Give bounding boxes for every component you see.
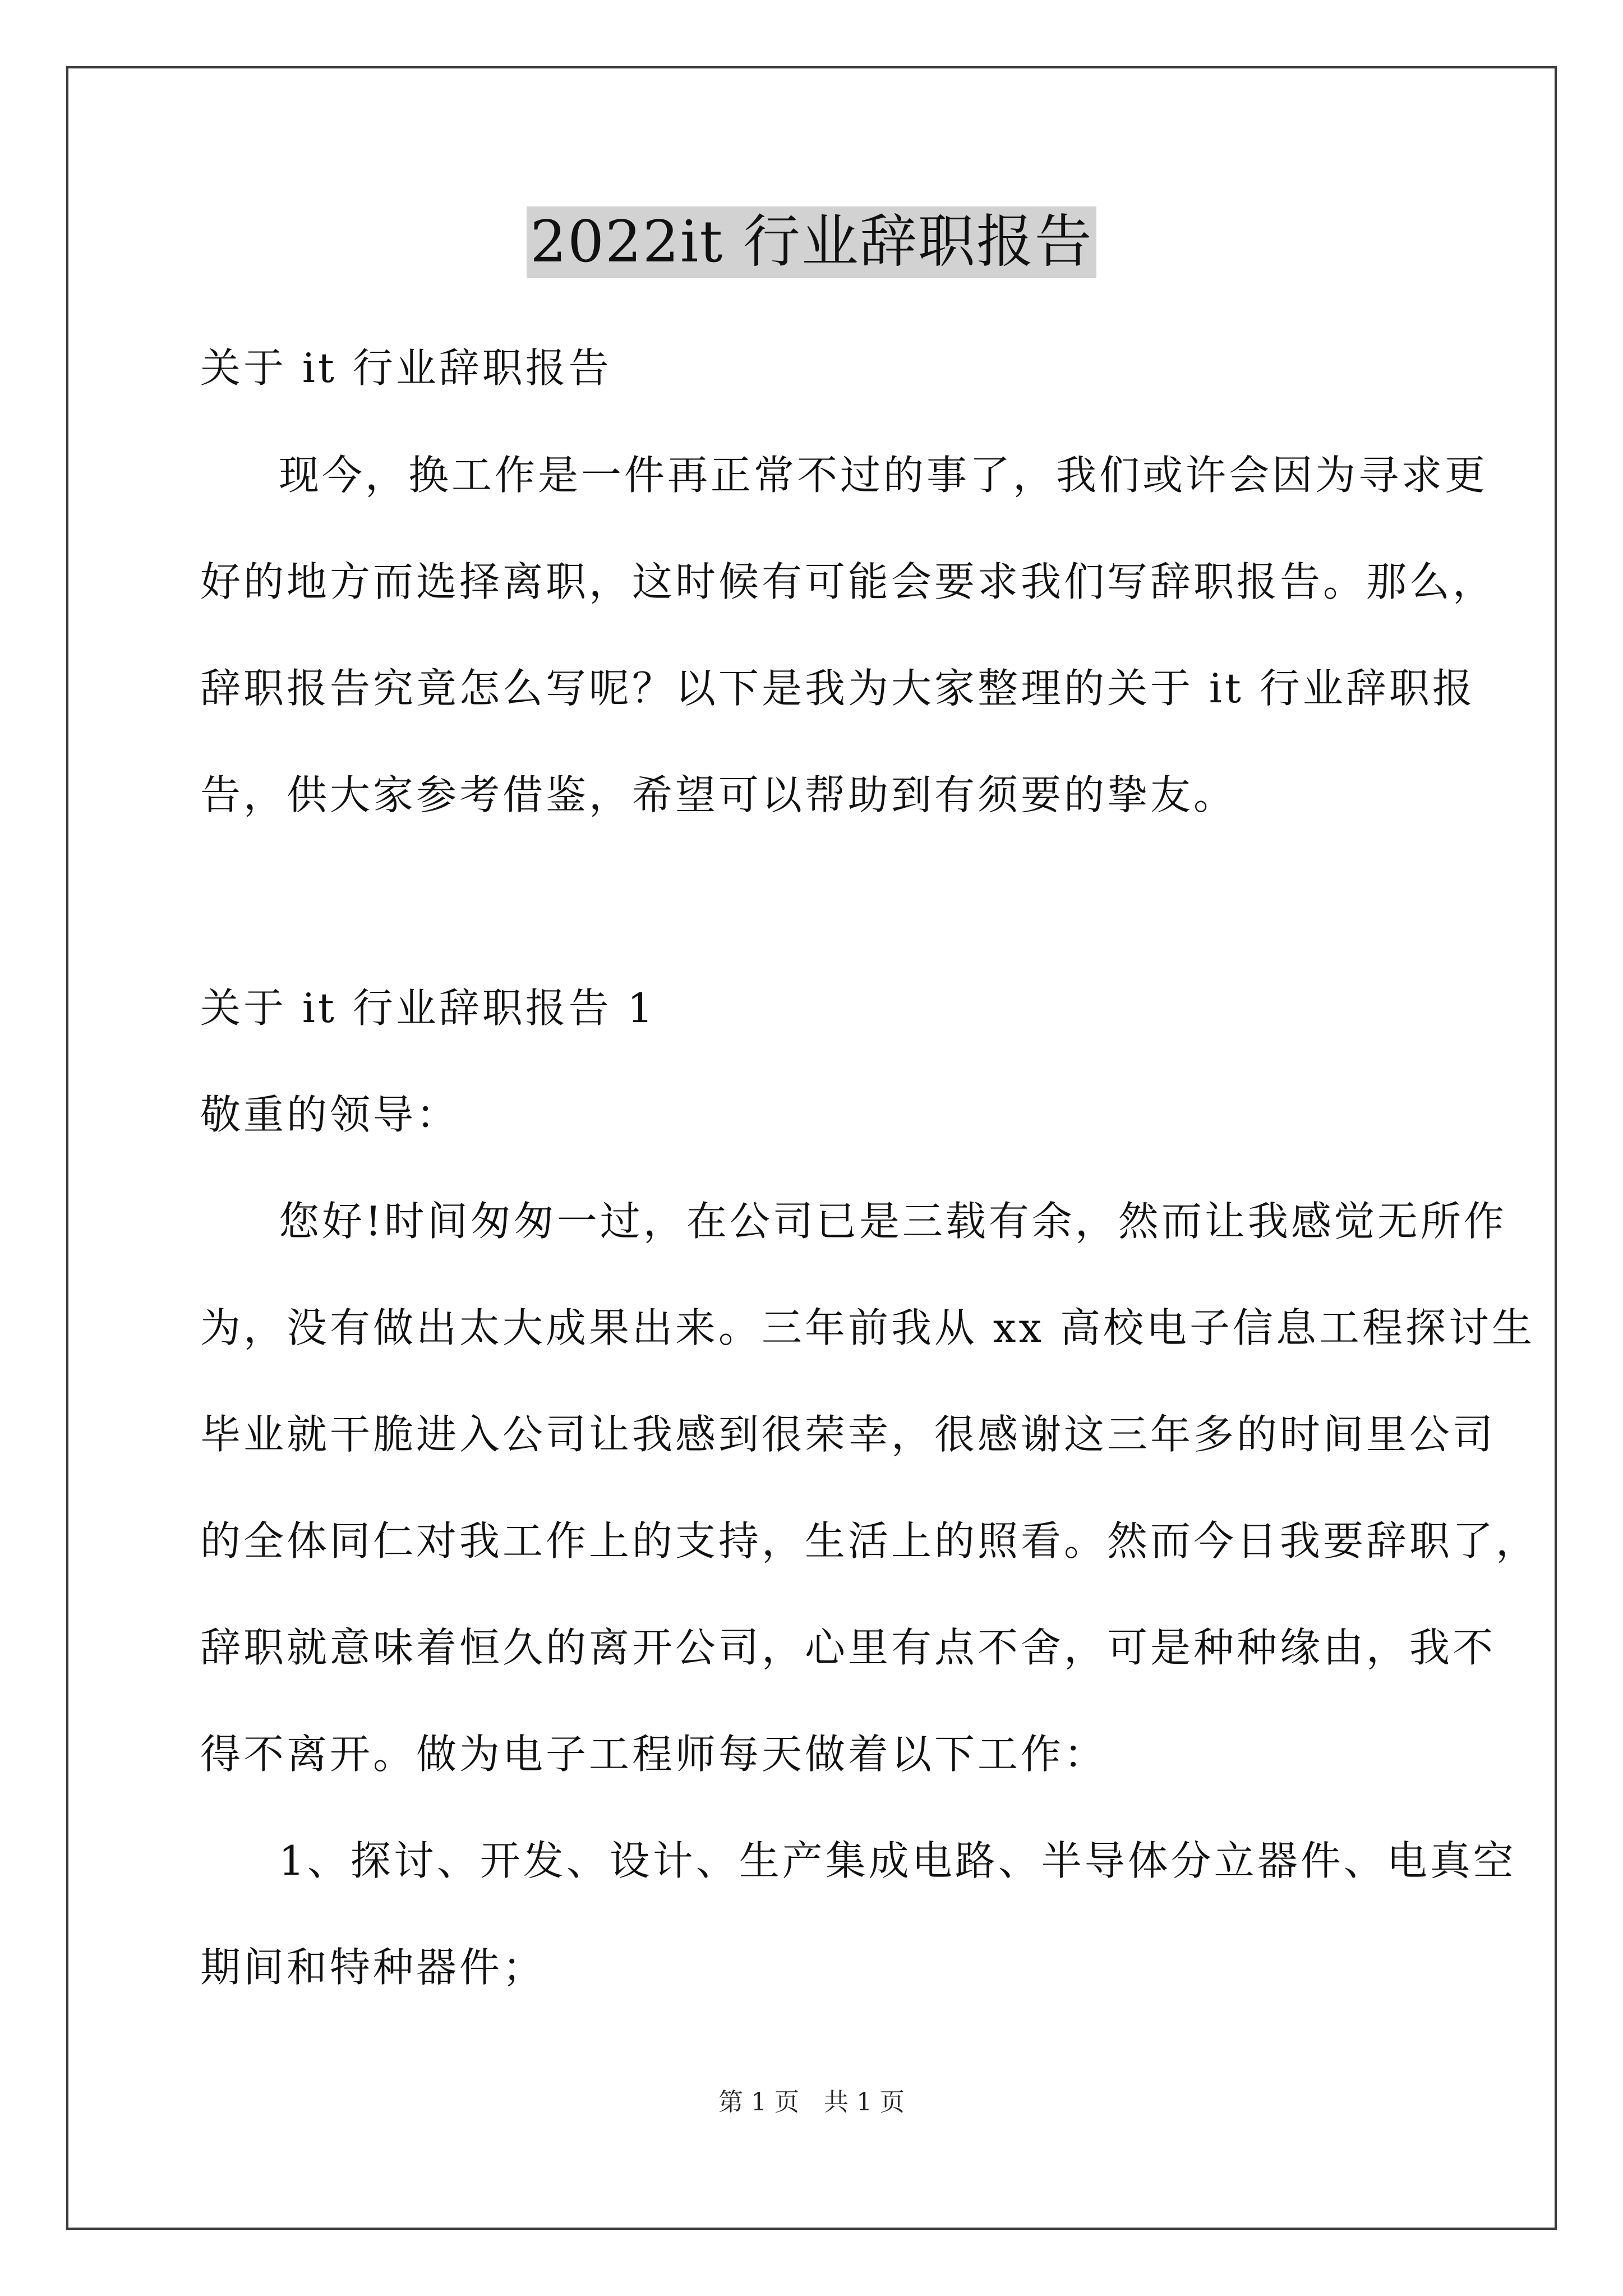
list-item: 1、探讨、开发、设计、生产集成电路、半导体分立器件、电真空: [279, 1837, 1516, 1884]
paragraph-line: 辞职报告究竟怎么写呢？以下是我为大家整理的关于 it 行业辞职报: [200, 665, 1476, 712]
section-heading: 关于 it 行业辞职报告 1: [200, 984, 656, 1032]
title-wrapper: [0, 206, 1623, 278]
paragraph-line: 为，没有做出太大成果出来。三年前我从 xx 高校电子信息工程探讨生: [200, 1304, 1535, 1351]
salutation: 敬重的领导：: [200, 1091, 460, 1138]
paragraph-line: 现今，换工作是一件再正常不过的事了，我们或许会因为寻求更: [279, 452, 1488, 499]
section-heading: 关于 it 行业辞职报告: [200, 344, 612, 392]
list-item-continuation: 期间和特种器件；: [200, 1944, 546, 1991]
paragraph-line: 得不离开。做为电子工程师每天做着以下工作：: [200, 1731, 1108, 1778]
page-footer: 第 1 页 共 1 页: [718, 2088, 905, 2116]
document-title: 2022it 行业辞职报告: [527, 206, 1096, 278]
paragraph-line: 辞职就意味着恒久的离开公司，心里有点不舍，可是种种缘由，我不: [200, 1624, 1496, 1671]
paragraph-line: 好的地方而选择离职，这时候有可能会要求我们写辞职报告。那么，: [200, 558, 1496, 605]
paragraph-line: 您好!时间匆匆一过，在公司已是三载有余，然而让我感觉无所作: [279, 1198, 1507, 1245]
paragraph-line: 毕业就干脆进入公司让我感到很荣幸，很感谢这三年多的时间里公司: [200, 1411, 1496, 1458]
paragraph-line: 的全体同仁对我工作上的支持，生活上的照看。然而今日我要辞职了，: [200, 1517, 1539, 1565]
paragraph-line: 告，供大家参考借鉴，希望可以帮助到有须要的挚友。: [200, 771, 1237, 818]
